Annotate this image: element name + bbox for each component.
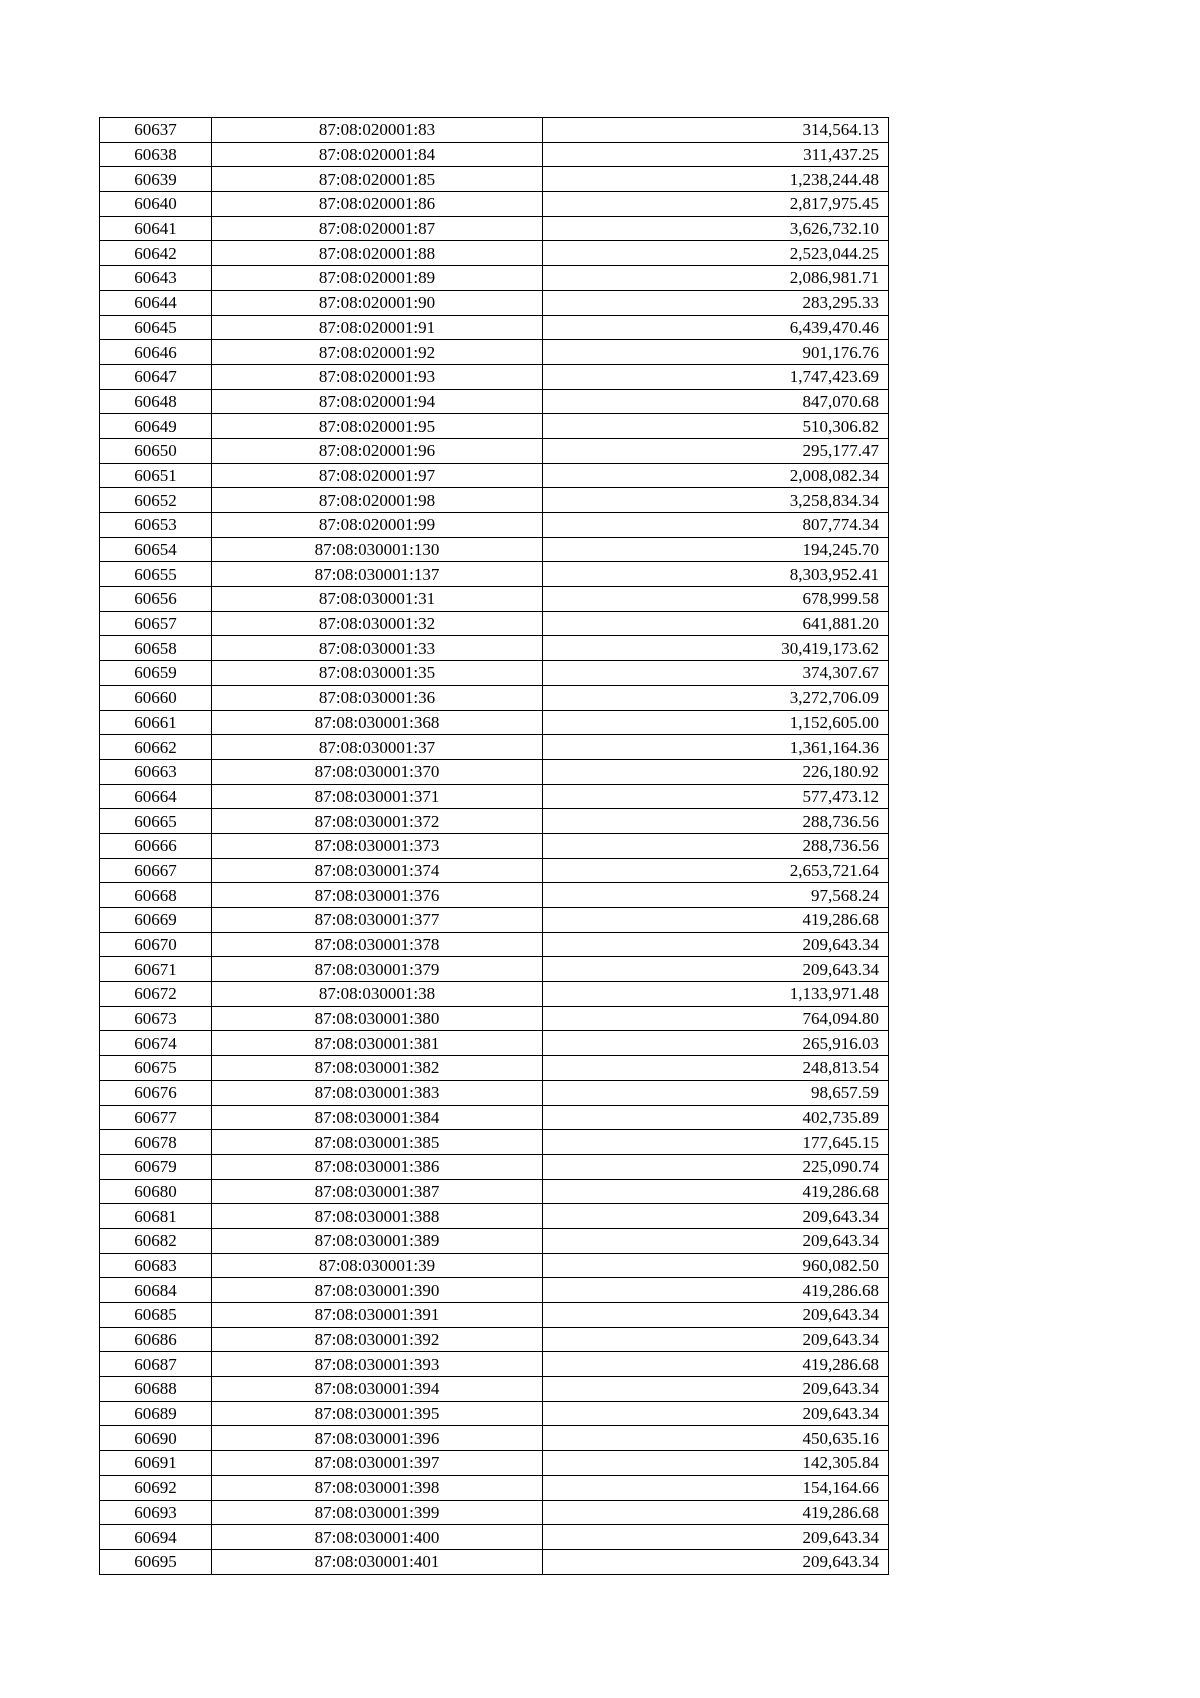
data-table [99, 117, 889, 1575]
table-row [100, 315, 889, 340]
value-cell: 3,272,706.09 [543, 685, 889, 710]
table-row [100, 1475, 889, 1500]
table-row [100, 1327, 889, 1352]
table-row [100, 1154, 889, 1179]
table-body [100, 118, 889, 1575]
cadastral-number-cell: 87:08:020001:93 [212, 364, 543, 389]
table-row [100, 1525, 889, 1550]
cadastral-number-cell: 87:08:020001:84 [212, 142, 543, 167]
table-row [100, 587, 889, 612]
table-row [100, 513, 889, 538]
cadastral-number-cell: 87:08:020001:87 [212, 216, 543, 241]
table-row [100, 833, 889, 858]
value-cell: 314,564.13 [543, 118, 889, 143]
row-id-cell: 60643 [100, 266, 212, 291]
cadastral-number-cell: 87:08:030001:390 [212, 1278, 543, 1303]
row-id-cell: 60649 [100, 414, 212, 439]
value-cell: 2,008,082.34 [543, 463, 889, 488]
table-row [100, 883, 889, 908]
value-cell: 419,286.68 [543, 1278, 889, 1303]
table-row [100, 1031, 889, 1056]
table-row [100, 1006, 889, 1031]
table-row [100, 1130, 889, 1155]
value-cell: 209,643.34 [543, 1327, 889, 1352]
row-id-cell: 60648 [100, 389, 212, 414]
row-id-cell: 60644 [100, 290, 212, 315]
table-row [100, 1401, 889, 1426]
value-cell: 901,176.76 [543, 340, 889, 365]
cadastral-number-cell: 87:08:030001:130 [212, 537, 543, 562]
row-id-cell: 60674 [100, 1031, 212, 1056]
table-row [100, 1549, 889, 1574]
row-id-cell: 60690 [100, 1426, 212, 1451]
row-id-cell: 60695 [100, 1549, 212, 1574]
row-id-cell: 60662 [100, 735, 212, 760]
table-row [100, 118, 889, 143]
table-row [100, 1278, 889, 1303]
cadastral-number-cell: 87:08:030001:36 [212, 685, 543, 710]
table-row [100, 266, 889, 291]
row-id-cell: 60637 [100, 118, 212, 143]
table-row [100, 167, 889, 192]
table-row [100, 241, 889, 266]
row-id-cell: 60689 [100, 1401, 212, 1426]
value-cell: 6,439,470.46 [543, 315, 889, 340]
table-row [100, 389, 889, 414]
cadastral-number-cell: 87:08:030001:39 [212, 1253, 543, 1278]
value-cell: 1,152,605.00 [543, 710, 889, 735]
row-id-cell: 60667 [100, 858, 212, 883]
row-id-cell: 60668 [100, 883, 212, 908]
value-cell: 419,286.68 [543, 1352, 889, 1377]
row-id-cell: 60645 [100, 315, 212, 340]
table-row [100, 290, 889, 315]
value-cell: 577,473.12 [543, 784, 889, 809]
row-id-cell: 60687 [100, 1352, 212, 1377]
table-row [100, 1500, 889, 1525]
value-cell: 142,305.84 [543, 1451, 889, 1476]
row-id-cell: 60675 [100, 1056, 212, 1081]
row-id-cell: 60673 [100, 1006, 212, 1031]
row-id-cell: 60677 [100, 1105, 212, 1130]
row-id-cell: 60666 [100, 833, 212, 858]
row-id-cell: 60669 [100, 908, 212, 933]
value-cell: 295,177.47 [543, 438, 889, 463]
row-id-cell: 60661 [100, 710, 212, 735]
value-cell: 402,735.89 [543, 1105, 889, 1130]
cadastral-number-cell: 87:08:030001:378 [212, 932, 543, 957]
row-id-cell: 60638 [100, 142, 212, 167]
table-row [100, 1253, 889, 1278]
value-cell: 419,286.68 [543, 1500, 889, 1525]
cadastral-number-cell: 87:08:030001:373 [212, 833, 543, 858]
cadastral-number-cell: 87:08:030001:401 [212, 1549, 543, 1574]
row-id-cell: 60679 [100, 1154, 212, 1179]
value-cell: 97,568.24 [543, 883, 889, 908]
value-cell: 2,523,044.25 [543, 241, 889, 266]
row-id-cell: 60672 [100, 982, 212, 1007]
cadastral-number-cell: 87:08:020001:97 [212, 463, 543, 488]
row-id-cell: 60642 [100, 241, 212, 266]
table-row [100, 1056, 889, 1081]
cadastral-number-cell: 87:08:020001:91 [212, 315, 543, 340]
row-id-cell: 60688 [100, 1377, 212, 1402]
cadastral-number-cell: 87:08:030001:371 [212, 784, 543, 809]
table-row [100, 1451, 889, 1476]
row-id-cell: 60654 [100, 537, 212, 562]
cadastral-number-cell: 87:08:030001:31 [212, 587, 543, 612]
cadastral-number-cell: 87:08:030001:37 [212, 735, 543, 760]
table-row [100, 192, 889, 217]
value-cell: 1,238,244.48 [543, 167, 889, 192]
row-id-cell: 60693 [100, 1500, 212, 1525]
cadastral-number-cell: 87:08:020001:83 [212, 118, 543, 143]
value-cell: 209,643.34 [543, 1303, 889, 1328]
value-cell: 154,164.66 [543, 1475, 889, 1500]
cadastral-number-cell: 87:08:030001:33 [212, 636, 543, 661]
table-row [100, 1352, 889, 1377]
row-id-cell: 60692 [100, 1475, 212, 1500]
row-id-cell: 60680 [100, 1179, 212, 1204]
table-row [100, 636, 889, 661]
cadastral-number-cell: 87:08:030001:395 [212, 1401, 543, 1426]
cadastral-number-cell: 87:08:020001:88 [212, 241, 543, 266]
row-id-cell: 60658 [100, 636, 212, 661]
cadastral-number-cell: 87:08:030001:137 [212, 562, 543, 587]
table-row [100, 735, 889, 760]
row-id-cell: 60653 [100, 513, 212, 538]
value-cell: 3,258,834.34 [543, 488, 889, 513]
cadastral-number-cell: 87:08:030001:387 [212, 1179, 543, 1204]
value-cell: 209,643.34 [543, 957, 889, 982]
table-row [100, 1179, 889, 1204]
cadastral-number-cell: 87:08:030001:38 [212, 982, 543, 1007]
table-row [100, 932, 889, 957]
cadastral-number-cell: 87:08:020001:89 [212, 266, 543, 291]
cadastral-number-cell: 87:08:030001:392 [212, 1327, 543, 1352]
table-row [100, 216, 889, 241]
value-cell: 2,086,981.71 [543, 266, 889, 291]
row-id-cell: 60682 [100, 1228, 212, 1253]
cadastral-number-cell: 87:08:020001:95 [212, 414, 543, 439]
value-cell: 419,286.68 [543, 908, 889, 933]
cadastral-number-cell: 87:08:030001:399 [212, 1500, 543, 1525]
cadastral-number-cell: 87:08:030001:35 [212, 661, 543, 686]
cadastral-number-cell: 87:08:030001:368 [212, 710, 543, 735]
value-cell: 960,082.50 [543, 1253, 889, 1278]
table-row [100, 414, 889, 439]
cadastral-number-cell: 87:08:030001:379 [212, 957, 543, 982]
cadastral-number-cell: 87:08:030001:370 [212, 759, 543, 784]
cadastral-number-cell: 87:08:030001:380 [212, 1006, 543, 1031]
value-cell: 1,747,423.69 [543, 364, 889, 389]
value-cell: 450,635.16 [543, 1426, 889, 1451]
table-row [100, 1228, 889, 1253]
table-row [100, 1080, 889, 1105]
value-cell: 419,286.68 [543, 1179, 889, 1204]
value-cell: 1,361,164.36 [543, 735, 889, 760]
table-row [100, 1303, 889, 1328]
value-cell: 265,916.03 [543, 1031, 889, 1056]
cadastral-number-cell: 87:08:030001:393 [212, 1352, 543, 1377]
table-row [100, 488, 889, 513]
table-row [100, 710, 889, 735]
table-row [100, 685, 889, 710]
row-id-cell: 60691 [100, 1451, 212, 1476]
value-cell: 1,133,971.48 [543, 982, 889, 1007]
row-id-cell: 60664 [100, 784, 212, 809]
table-row [100, 858, 889, 883]
row-id-cell: 60641 [100, 216, 212, 241]
row-id-cell: 60640 [100, 192, 212, 217]
value-cell: 226,180.92 [543, 759, 889, 784]
table-row [100, 537, 889, 562]
row-id-cell: 60651 [100, 463, 212, 488]
value-cell: 225,090.74 [543, 1154, 889, 1179]
cadastral-number-cell: 87:08:020001:92 [212, 340, 543, 365]
table-row [100, 809, 889, 834]
value-cell: 30,419,173.62 [543, 636, 889, 661]
row-id-cell: 60686 [100, 1327, 212, 1352]
cadastral-number-cell: 87:08:030001:391 [212, 1303, 543, 1328]
cadastral-number-cell: 87:08:030001:394 [212, 1377, 543, 1402]
cadastral-number-cell: 87:08:020001:98 [212, 488, 543, 513]
cadastral-number-cell: 87:08:030001:389 [212, 1228, 543, 1253]
row-id-cell: 60671 [100, 957, 212, 982]
value-cell: 8,303,952.41 [543, 562, 889, 587]
cadastral-number-cell: 87:08:030001:381 [212, 1031, 543, 1056]
cadastral-number-cell: 87:08:020001:99 [212, 513, 543, 538]
row-id-cell: 60681 [100, 1204, 212, 1229]
value-cell: 807,774.34 [543, 513, 889, 538]
cadastral-number-cell: 87:08:020001:86 [212, 192, 543, 217]
cadastral-number-cell: 87:08:030001:396 [212, 1426, 543, 1451]
table-row [100, 661, 889, 686]
value-cell: 641,881.20 [543, 611, 889, 636]
cadastral-number-cell: 87:08:030001:32 [212, 611, 543, 636]
table-row [100, 1105, 889, 1130]
cadastral-number-cell: 87:08:030001:397 [212, 1451, 543, 1476]
value-cell: 3,626,732.10 [543, 216, 889, 241]
row-id-cell: 60639 [100, 167, 212, 192]
row-id-cell: 60678 [100, 1130, 212, 1155]
value-cell: 209,643.34 [543, 932, 889, 957]
row-id-cell: 60663 [100, 759, 212, 784]
value-cell: 248,813.54 [543, 1056, 889, 1081]
row-id-cell: 60694 [100, 1525, 212, 1550]
value-cell: 209,643.34 [543, 1525, 889, 1550]
table-row [100, 1204, 889, 1229]
table-row [100, 611, 889, 636]
table-row [100, 957, 889, 982]
cadastral-number-cell: 87:08:030001:382 [212, 1056, 543, 1081]
table-row [100, 364, 889, 389]
value-cell: 288,736.56 [543, 809, 889, 834]
cadastral-number-cell: 87:08:020001:85 [212, 167, 543, 192]
cadastral-number-cell: 87:08:030001:383 [212, 1080, 543, 1105]
table-row [100, 908, 889, 933]
value-cell: 209,643.34 [543, 1549, 889, 1574]
row-id-cell: 60647 [100, 364, 212, 389]
table-row [100, 784, 889, 809]
value-cell: 678,999.58 [543, 587, 889, 612]
cadastral-number-cell: 87:08:030001:400 [212, 1525, 543, 1550]
row-id-cell: 60657 [100, 611, 212, 636]
value-cell: 374,307.67 [543, 661, 889, 686]
cadastral-number-cell: 87:08:030001:385 [212, 1130, 543, 1155]
value-cell: 2,817,975.45 [543, 192, 889, 217]
row-id-cell: 60676 [100, 1080, 212, 1105]
table-row [100, 340, 889, 365]
table-row [100, 759, 889, 784]
value-cell: 209,643.34 [543, 1204, 889, 1229]
value-cell: 847,070.68 [543, 389, 889, 414]
row-id-cell: 60683 [100, 1253, 212, 1278]
row-id-cell: 60660 [100, 685, 212, 710]
value-cell: 510,306.82 [543, 414, 889, 439]
cadastral-number-cell: 87:08:030001:372 [212, 809, 543, 834]
cadastral-number-cell: 87:08:030001:388 [212, 1204, 543, 1229]
cadastral-number-cell: 87:08:030001:374 [212, 858, 543, 883]
row-id-cell: 60670 [100, 932, 212, 957]
row-id-cell: 60685 [100, 1303, 212, 1328]
row-id-cell: 60646 [100, 340, 212, 365]
row-id-cell: 60652 [100, 488, 212, 513]
value-cell: 311,437.25 [543, 142, 889, 167]
table-row [100, 463, 889, 488]
row-id-cell: 60665 [100, 809, 212, 834]
table-row [100, 562, 889, 587]
table-row [100, 1377, 889, 1402]
cadastral-number-cell: 87:08:030001:386 [212, 1154, 543, 1179]
value-cell: 194,245.70 [543, 537, 889, 562]
table-row [100, 438, 889, 463]
cadastral-number-cell: 87:08:030001:376 [212, 883, 543, 908]
cadastral-number-cell: 87:08:020001:96 [212, 438, 543, 463]
value-cell: 98,657.59 [543, 1080, 889, 1105]
cadastral-number-cell: 87:08:020001:94 [212, 389, 543, 414]
row-id-cell: 60656 [100, 587, 212, 612]
row-id-cell: 60659 [100, 661, 212, 686]
value-cell: 177,645.15 [543, 1130, 889, 1155]
table-row [100, 142, 889, 167]
row-id-cell: 60684 [100, 1278, 212, 1303]
cadastral-number-cell: 87:08:020001:90 [212, 290, 543, 315]
cadastral-number-cell: 87:08:030001:384 [212, 1105, 543, 1130]
value-cell: 288,736.56 [543, 833, 889, 858]
cadastral-number-cell: 87:08:030001:377 [212, 908, 543, 933]
table-row [100, 982, 889, 1007]
cadastral-number-cell: 87:08:030001:398 [212, 1475, 543, 1500]
value-cell: 209,643.34 [543, 1401, 889, 1426]
value-cell: 209,643.34 [543, 1377, 889, 1402]
row-id-cell: 60650 [100, 438, 212, 463]
value-cell: 2,653,721.64 [543, 858, 889, 883]
value-cell: 283,295.33 [543, 290, 889, 315]
value-cell: 209,643.34 [543, 1228, 889, 1253]
value-cell: 764,094.80 [543, 1006, 889, 1031]
row-id-cell: 60655 [100, 562, 212, 587]
table-row [100, 1426, 889, 1451]
